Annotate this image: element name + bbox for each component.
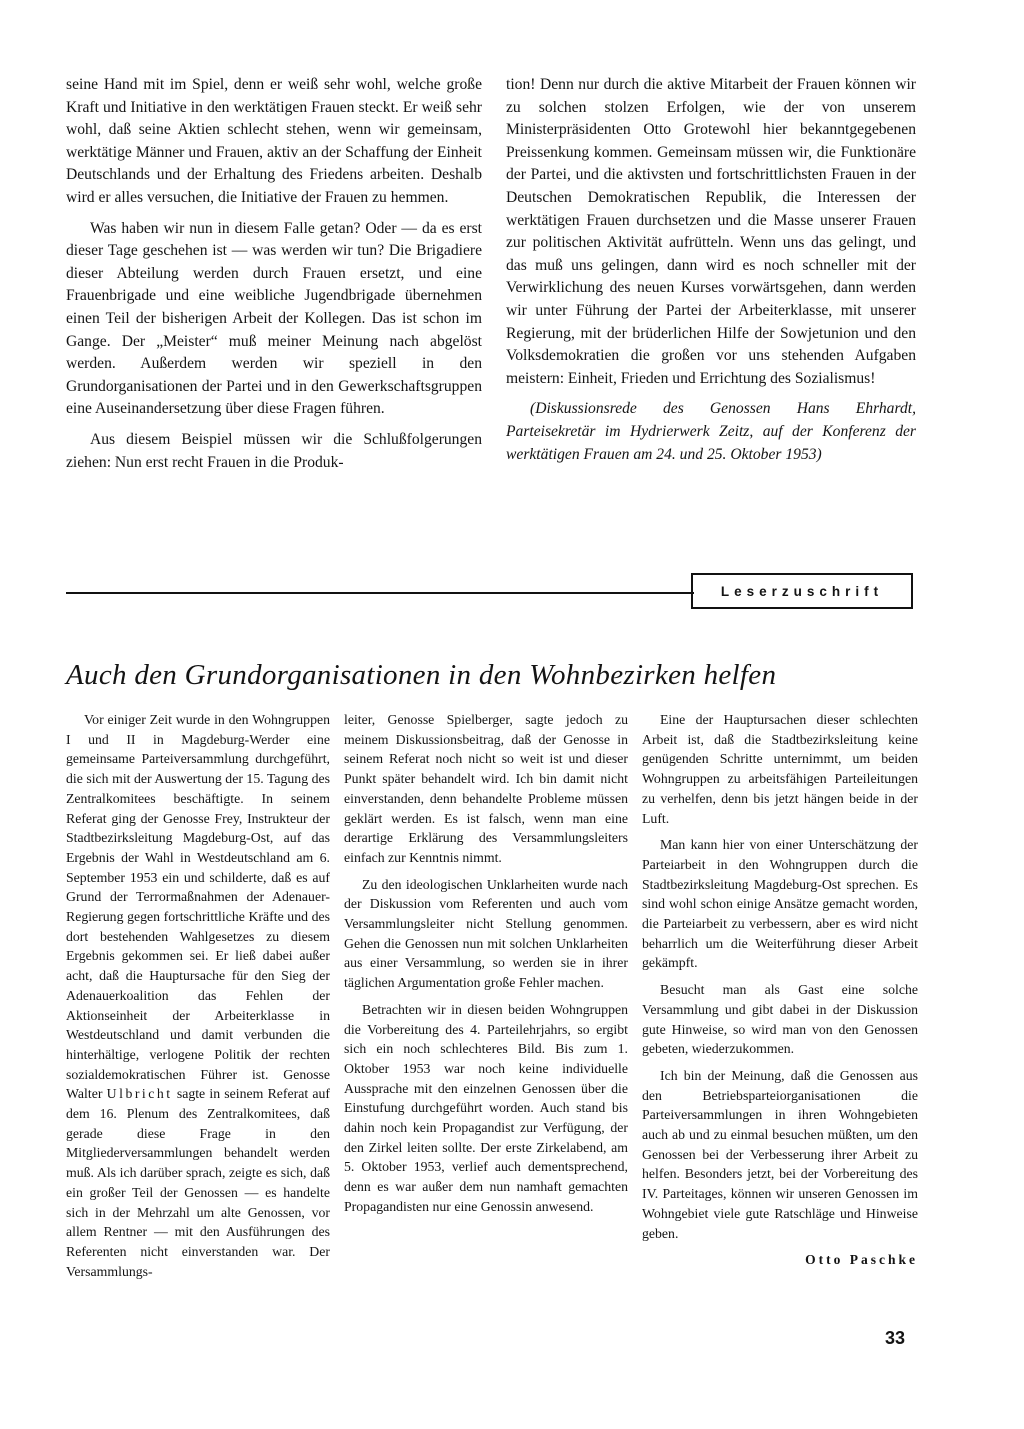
- paragraph: Aus diesem Beispiel müssen wir die Schlußfolgerungen ziehen: Nun erst recht Frauen in die Produk-: [66, 430, 482, 471]
- paragraph: Zu den ideologischen Unklarheiten wurde nach der Diskussion vom Referenten und auch vom Versammlungsleiter nicht Stellung genommen. Gehen die Genossen nun mit solchen Unklarheiten aus einer Versammlung, so werden sie in ihrer täglichen Argumentation große Fehler machen.: [344, 876, 628, 991]
- paragraph: tion! Denn nur durch die aktive Mitarbeit der Frauen können wir zu solchen stolzen Erfolgen, wie der von unserem Ministerpräsidenten Otto Grotewohl hier bekanntgegebenen Preissenkung kommen. Gemeinsam müssen wir, die Funktionäre der Partei, und die aktivsten und fortschrittlichsten Frauen in der Deutschen Demokratischen Republik, die Interessen der werktätigen Frauen durchsetzen und die Masse unserer Frauen zur politischen Aktivität aufrütteln. Wenn uns das gelingt, und das muß uns gelingen, dann wird es noch schneller mit der Verwirklichung des neuen Kurses vorwärtsgehen, dann werden wir unter Führung der Partei der Arbeiterklasse, mit unserer Regierung, mit der brüderlichen Hilfe der Sowjetunion und den Volksdemokratien die großen vor uns stehenden Aufgaben meistern: Einheit, Frieden und Errichtung des Sozialismus!: [506, 76, 916, 387]
- section-label: Leserzuschrift: [691, 573, 913, 609]
- top-article-left-column: [66, 74, 482, 482]
- paragraph-text: in seinem Referat auf dem 16. Plenum des Zentralkomitees, daß gerade diese Frage in den Mitgliederversammlungen behandelt werden muß. Als ich darüber sprach, zeigte es sich, daß ein großer Teil der Genossen — es handelte sich in der Mehrzahl um alte Genossen, vor allem Rentner — mit den Ausführungen des Referenten nicht einverstanden war. Der Versammlungs-: [66, 1086, 330, 1279]
- spaced-name: Ulbricht: [106, 1086, 173, 1102]
- paragraph: seine Hand mit im Spiel, denn er weiß sehr wohl, welche große Kraft und Initiative in den werktätigen Frauen steckt. Er weiß sehr wohl, daß seine Aktien schlecht stehen, wenn wir gemeinsam, werktätige Männer und Frauen, aktiv an der Schaffung der Einheit Deutschlands und der Erhaltung des Friedens arbeiten. Deshalb wird er alles versuchen, die Initiative der Frauen zu hemmen.: [66, 76, 482, 206]
- section-divider: [66, 592, 694, 594]
- article-headline: Auch den Grundorganisationen in den Wohnbezirken helfen: [66, 659, 777, 691]
- paragraph: Eine der Hauptursachen dieser schlechten Arbeit ist, daß die Stadtbezirksleitung keine genügenden Schritte unternimmt, um beiden Wohngruppen zu arbeitsfähigen Parteileitungen zu verhelfen, denn bis jetzt hängen beide in der Luft.: [642, 712, 918, 826]
- paragraph: Betrachten wir in diesen beiden Wohngruppen die Vorbereitung des 4. Parteilehrjahrs, so ergibt sich ein noch schlechteres Bild. Bis zum 1. Oktober 1953 war noch keine individuelle Aussprache mit den einzelnen Genossen über die Einstufung durchgeführt worden. Auch stand bis dahin noch kein Propagandist zur Verfügung, der den Zirkel leiten sollte. Der erste Zirkelabend, am 5. Oktober 1953, verlief auch dementsprechend, denn es war außer dem nun namhaft gemachten Propagandisten nur eine Genossin anwesend.: [344, 1001, 628, 1214]
- article-column-2: [344, 710, 628, 1224]
- paragraph: Was haben wir nun in diesem Falle getan? Oder — da es erst dieser Tage geschehen ist — was werden wir tun? Die Brigadiere dieser Abteilung werden durch Frauen ersetzt, und eine Frauenbrigade und eine weibliche Jugendbrigade übernehmen einen Teil der bisherigen Arbeit der Kollegen. Das ist schon im Gange. Der „Meister“ muß meiner Meinung nach abgelöst werden. Außerdem werden wir speziell in den Grundorganisationen der Partei und in den Gewerkschaftsgruppen eine Auseinandersetzung über diese Fragen führen.: [66, 219, 482, 418]
- author-signature: Otto Paschke: [805, 1252, 918, 1268]
- top-article-right-column: [506, 74, 916, 474]
- paragraph: leiter, Genosse Spielberger, sagte jedoch zu meinem Diskussionsbeitrag, daß der Genosse in seinem Referat noch nicht so weit ist und dieser Punkt später behandelt wird. Ich bin damit nicht einverstanden, denn behandelte Probleme müssen geklärt werden. Es ist falsch, wenn man eine derartige Erklärung des Versammlungsleiters einfach zur Kenntnis nimmt.: [344, 712, 628, 865]
- paragraph: Ich bin der Meinung, daß die Genossen aus den Betriebsparteiorganisationen die Parteiversammlungen in ihren Wohngebieten auch ab und zu einmal besuchen müßten, um den Genossen bei der Verbesserung ihrer Arbeit zu helfen. Besonders jetzt, bei der Vorbereitung des IV. Parteitages, können wir unseren Genossen im Wohngebiet viele gute Ratschläge und Hinweise geben.: [642, 1067, 918, 1241]
- speech-credit: (Diskussionsrede des Genossen Hans Ehrhardt, Parteisekretär im Hydrierwerk Zeitz, auf der Konferenz der werktätigen Frauen am 24. und 25. Oktober 1953): [506, 400, 916, 463]
- paragraph-text: Vor einiger Zeit wurde in den Wohngruppen I und II in Magdeburg-Werder eine gemeinsame Parteiversammlung durchgeführt, die sich mit der Auswertung der 15. Tagung des Zentralkomitees beschäftigte. In seinem Referat ging der Genosse Frey, Instrukteur der Stadtbezirksleitung Magdeburg-Ost, auf das Ergebnis der Wahl in Westdeutschland am 6. September 1953 ein und schilderte, daß es auf Grund der Terrormaßnahmen der Adenauer-Regierung gegen fortschrittliche Kräfte und des dort bestehenden Wahlgesetzes zu diesem Ergebnis gekommen sei. Er ließ dabei außer acht, daß die Hauptursache für den Sieg der Adenauerkoalition das Fehlen der Aktionseinheit der Arbeiterklasse in Westdeutschland und damit verbunden die hinterhältige, verlogene Politik der rechten sozialdemokratischen Führer ist. Genosse Walter: [66, 712, 330, 1102]
- paragraph: Man kann hier von einer Unterschätzung der Parteiarbeit in den Wohngruppen durch die Stadtbezirksleitung Magdeburg-Ost sprechen. Es sind wohl schon einige Ansätze gemacht worden, die Parteiarbeit zu verbessern, aber es wird nicht beharrlich um die Weiterführung dieser Arbeit gekämpft.: [642, 837, 918, 971]
- paragraph: [66, 710, 330, 1281]
- paragraph-text: sagte: [172, 1086, 206, 1102]
- article-column-3: [642, 710, 918, 1270]
- page-number: 33: [885, 1328, 906, 1348]
- article-column-1: [66, 710, 330, 1288]
- paragraph: Besucht man als Gast eine solche Versammlung und gibt dabei in der Diskussion gute Hinweise, so wird man von den Genossen gebeten, wiederzukommen.: [642, 982, 918, 1057]
